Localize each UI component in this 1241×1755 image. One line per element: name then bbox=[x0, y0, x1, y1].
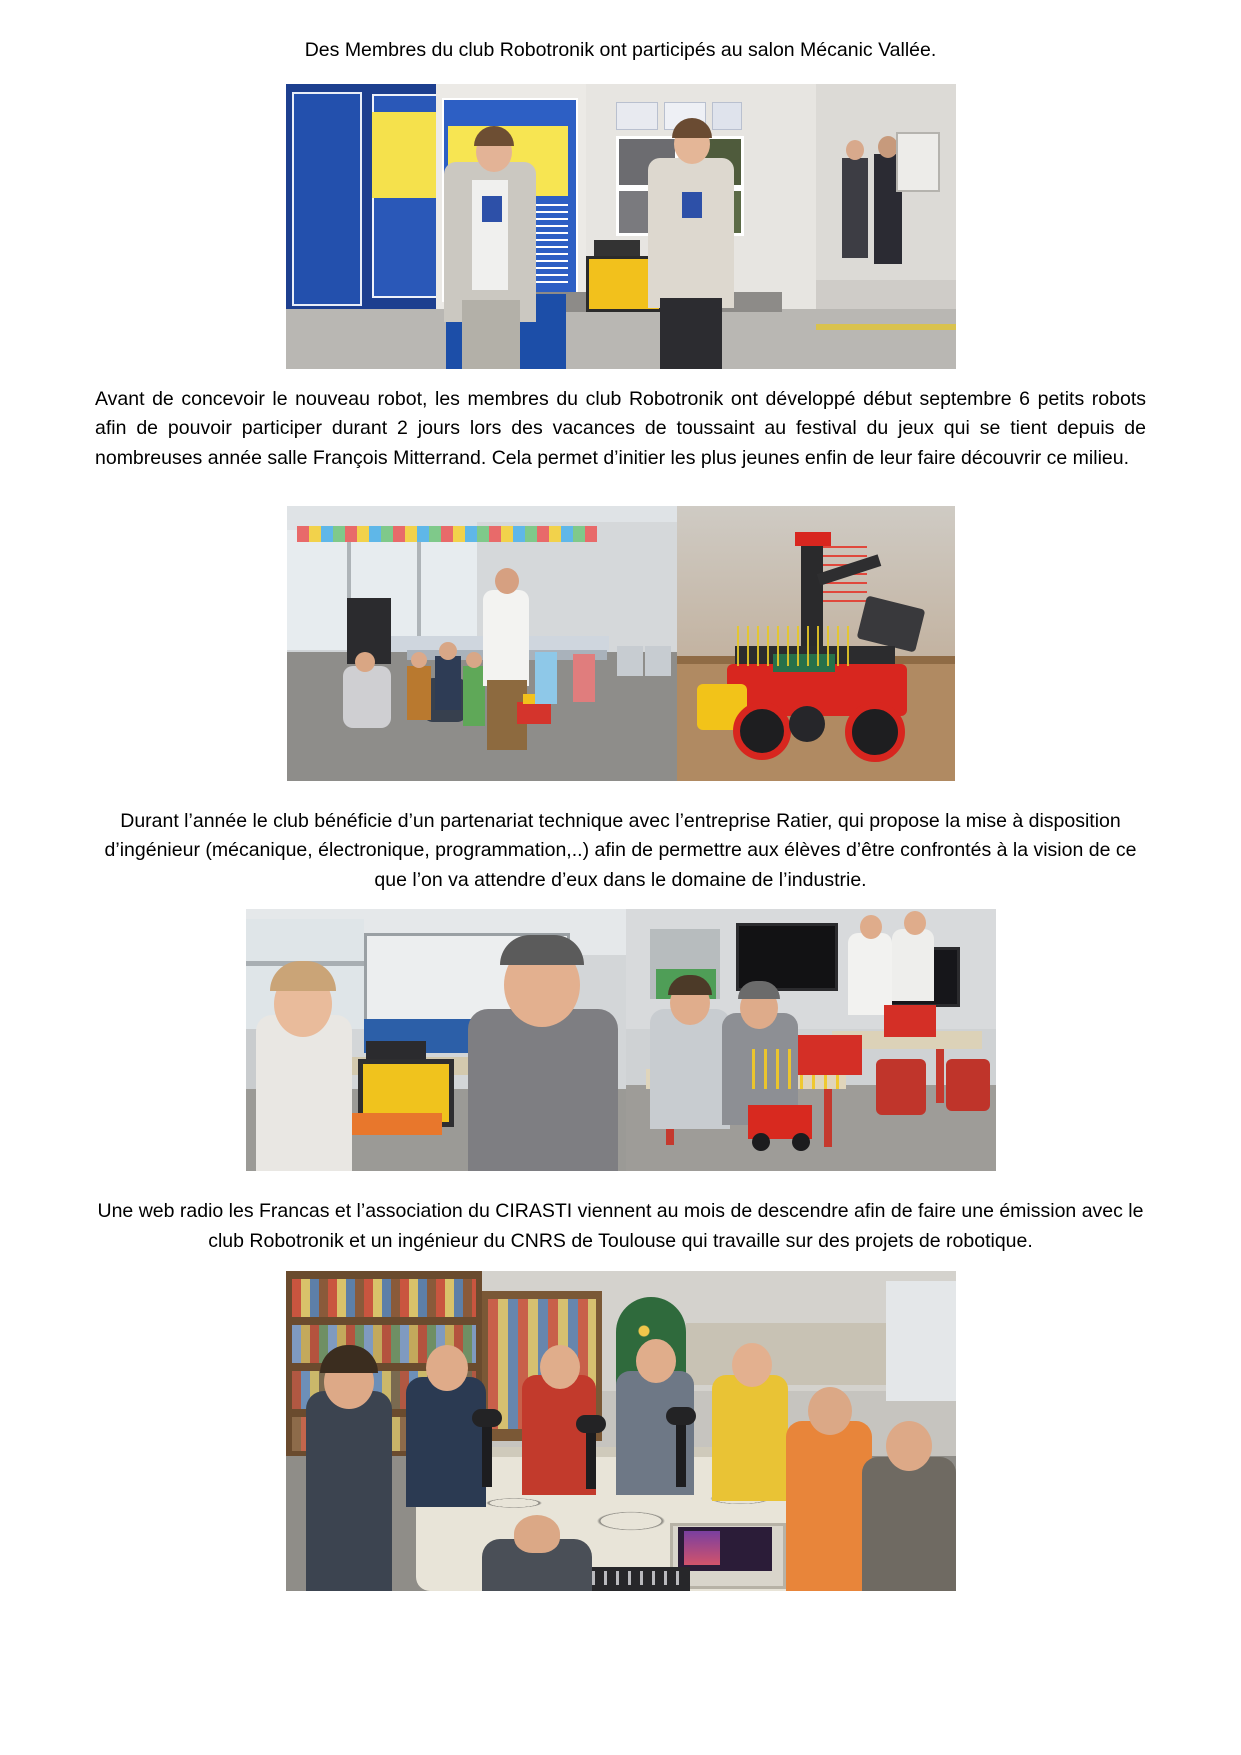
participant-7-head bbox=[886, 1421, 932, 1471]
photo-eleve-et-ingenieur bbox=[246, 909, 626, 1171]
photo-web-radio bbox=[286, 1271, 956, 1591]
visitor-2-head bbox=[878, 136, 898, 158]
paragraph-web-radio: Une web radio les Francas et l’association du CIRASTI viennent au mois de descendre afin de faire une émission avec le club Robotronik et un ingénieur du CNRS de Toulouse qui travaille sur des projets de robotique. bbox=[97, 1200, 1144, 1252]
library-counter bbox=[686, 1323, 886, 1385]
small-robot-wheel-right bbox=[792, 1133, 810, 1151]
engineer-body bbox=[468, 1009, 618, 1171]
hall-floor bbox=[286, 309, 956, 369]
child-3 bbox=[407, 666, 431, 720]
child-5 bbox=[573, 654, 595, 702]
seated-animator bbox=[343, 666, 391, 728]
microphone-1 bbox=[472, 1409, 502, 1427]
floor-marking-line bbox=[816, 324, 956, 330]
whiteboard bbox=[896, 132, 940, 192]
page-title: Des Membres du club Robotronik ont participés au salon Mécanic Vallée. bbox=[304, 39, 937, 61]
booth-logo-3 bbox=[712, 102, 742, 130]
child-2 bbox=[463, 666, 485, 726]
engineer-hair bbox=[500, 935, 584, 965]
participant-8-head bbox=[514, 1515, 560, 1553]
chair-1 bbox=[876, 1059, 926, 1115]
student-standing-1 bbox=[848, 933, 892, 1015]
member-left-badge bbox=[482, 196, 502, 222]
desk-front-leg-right bbox=[824, 1089, 832, 1147]
window-mullion-2 bbox=[417, 530, 421, 650]
robot-wheel-front bbox=[845, 702, 905, 762]
child-2-head bbox=[466, 652, 482, 668]
member-right-tshirt bbox=[648, 158, 734, 308]
booth-panel-a bbox=[292, 92, 362, 306]
participant-5 bbox=[712, 1375, 788, 1501]
participant-3-head bbox=[540, 1345, 580, 1389]
small-robot-red bbox=[517, 702, 551, 724]
robot-wiring bbox=[737, 626, 857, 666]
participant-1 bbox=[306, 1391, 392, 1591]
seated-animator-head bbox=[355, 652, 375, 672]
microphone-stand-1 bbox=[482, 1421, 492, 1487]
student-standing-2-head bbox=[904, 911, 926, 935]
participant-6-head bbox=[808, 1387, 852, 1435]
student-body bbox=[256, 1015, 352, 1171]
library-window bbox=[886, 1281, 956, 1401]
laptop-screen-image bbox=[684, 1531, 720, 1565]
participant-2 bbox=[406, 1377, 486, 1507]
visitor-1-head bbox=[846, 140, 864, 160]
bunting-garland bbox=[297, 526, 597, 542]
engineer-seated-hair bbox=[738, 981, 780, 999]
paragraph-petits-robots: Avant de concevoir le nouveau robot, les membres du club Robotronik ont développé début septembre 6 petits robots afin de pouvoir participer durant 2 jours lors des vacances de toussaint au festival du jeux qui se tient depuis de nombreuses année salle François Mitterrand. Cela permet d’initier les plus jeunes enfin de leur faire découvrir ce milieu. bbox=[95, 387, 1146, 469]
figure-festival-row bbox=[95, 506, 1146, 781]
member-right-badge bbox=[682, 192, 702, 218]
adult-white-shirt bbox=[483, 590, 529, 686]
photo-festival-du-jeu bbox=[287, 506, 677, 781]
participant-2-head bbox=[426, 1345, 468, 1391]
child-1-head bbox=[439, 642, 457, 660]
robot-wheel-rear bbox=[733, 702, 791, 760]
spacer bbox=[95, 474, 1146, 492]
desk-back-leg bbox=[936, 1049, 944, 1103]
spacer bbox=[95, 797, 1146, 807]
spacer bbox=[95, 1187, 1146, 1197]
child-4 bbox=[535, 652, 557, 704]
chair-2 bbox=[645, 646, 671, 676]
books-row-1 bbox=[292, 1279, 476, 1317]
robot-mast-top bbox=[795, 532, 831, 546]
microphone-2 bbox=[576, 1415, 606, 1433]
photo-petit-robot-rouge bbox=[677, 506, 955, 781]
photo-salon-mecanic-vallee bbox=[286, 84, 956, 369]
laptop-red-front bbox=[798, 1035, 862, 1075]
student-seated-1 bbox=[650, 1009, 730, 1129]
booth-logo-1 bbox=[616, 102, 658, 130]
participant-5-head bbox=[732, 1343, 772, 1387]
laptop-red-back bbox=[884, 1005, 936, 1037]
participant-4-head bbox=[636, 1339, 676, 1383]
figure-salon-row bbox=[95, 84, 1146, 369]
child-3-head bbox=[411, 652, 427, 668]
microphone-stand-3 bbox=[676, 1421, 686, 1487]
student-standing-2 bbox=[892, 929, 934, 1001]
robot-orange-base bbox=[346, 1113, 442, 1135]
figure-atelier-row bbox=[95, 909, 1146, 1171]
robot-scoop bbox=[856, 595, 925, 652]
figure-web-radio-row bbox=[95, 1271, 1146, 1591]
chair-2 bbox=[946, 1059, 990, 1111]
adult-head bbox=[495, 568, 519, 594]
member-left-trousers bbox=[462, 300, 520, 369]
child-1 bbox=[435, 656, 461, 710]
microphone-3 bbox=[666, 1407, 696, 1425]
robot-wheel-middle bbox=[789, 706, 825, 742]
member-right-trousers bbox=[660, 298, 722, 369]
photo-atelier-salle-techno bbox=[626, 909, 996, 1171]
student-standing-1-head bbox=[860, 915, 882, 939]
small-robot-wheel-left bbox=[752, 1133, 770, 1151]
participant-6 bbox=[786, 1421, 872, 1591]
microphone-stand-2 bbox=[586, 1427, 596, 1489]
participant-7 bbox=[862, 1457, 956, 1591]
visitor-1 bbox=[842, 158, 868, 258]
participant-3 bbox=[522, 1375, 596, 1495]
chair-1 bbox=[617, 646, 643, 676]
paragraph-partenariat-ratier: Durant l’année le club bénéficie d’un partenariat technique avec l’entreprise Ratier, qui propose la mise à disposition d’ingénieur (mécanique, électronique, programmation,..) afin de permettre aux élèves d’être confrontés à la vision de ce que l’on va attendre d’eux dans le domaine de l’industrie. bbox=[104, 809, 1137, 891]
